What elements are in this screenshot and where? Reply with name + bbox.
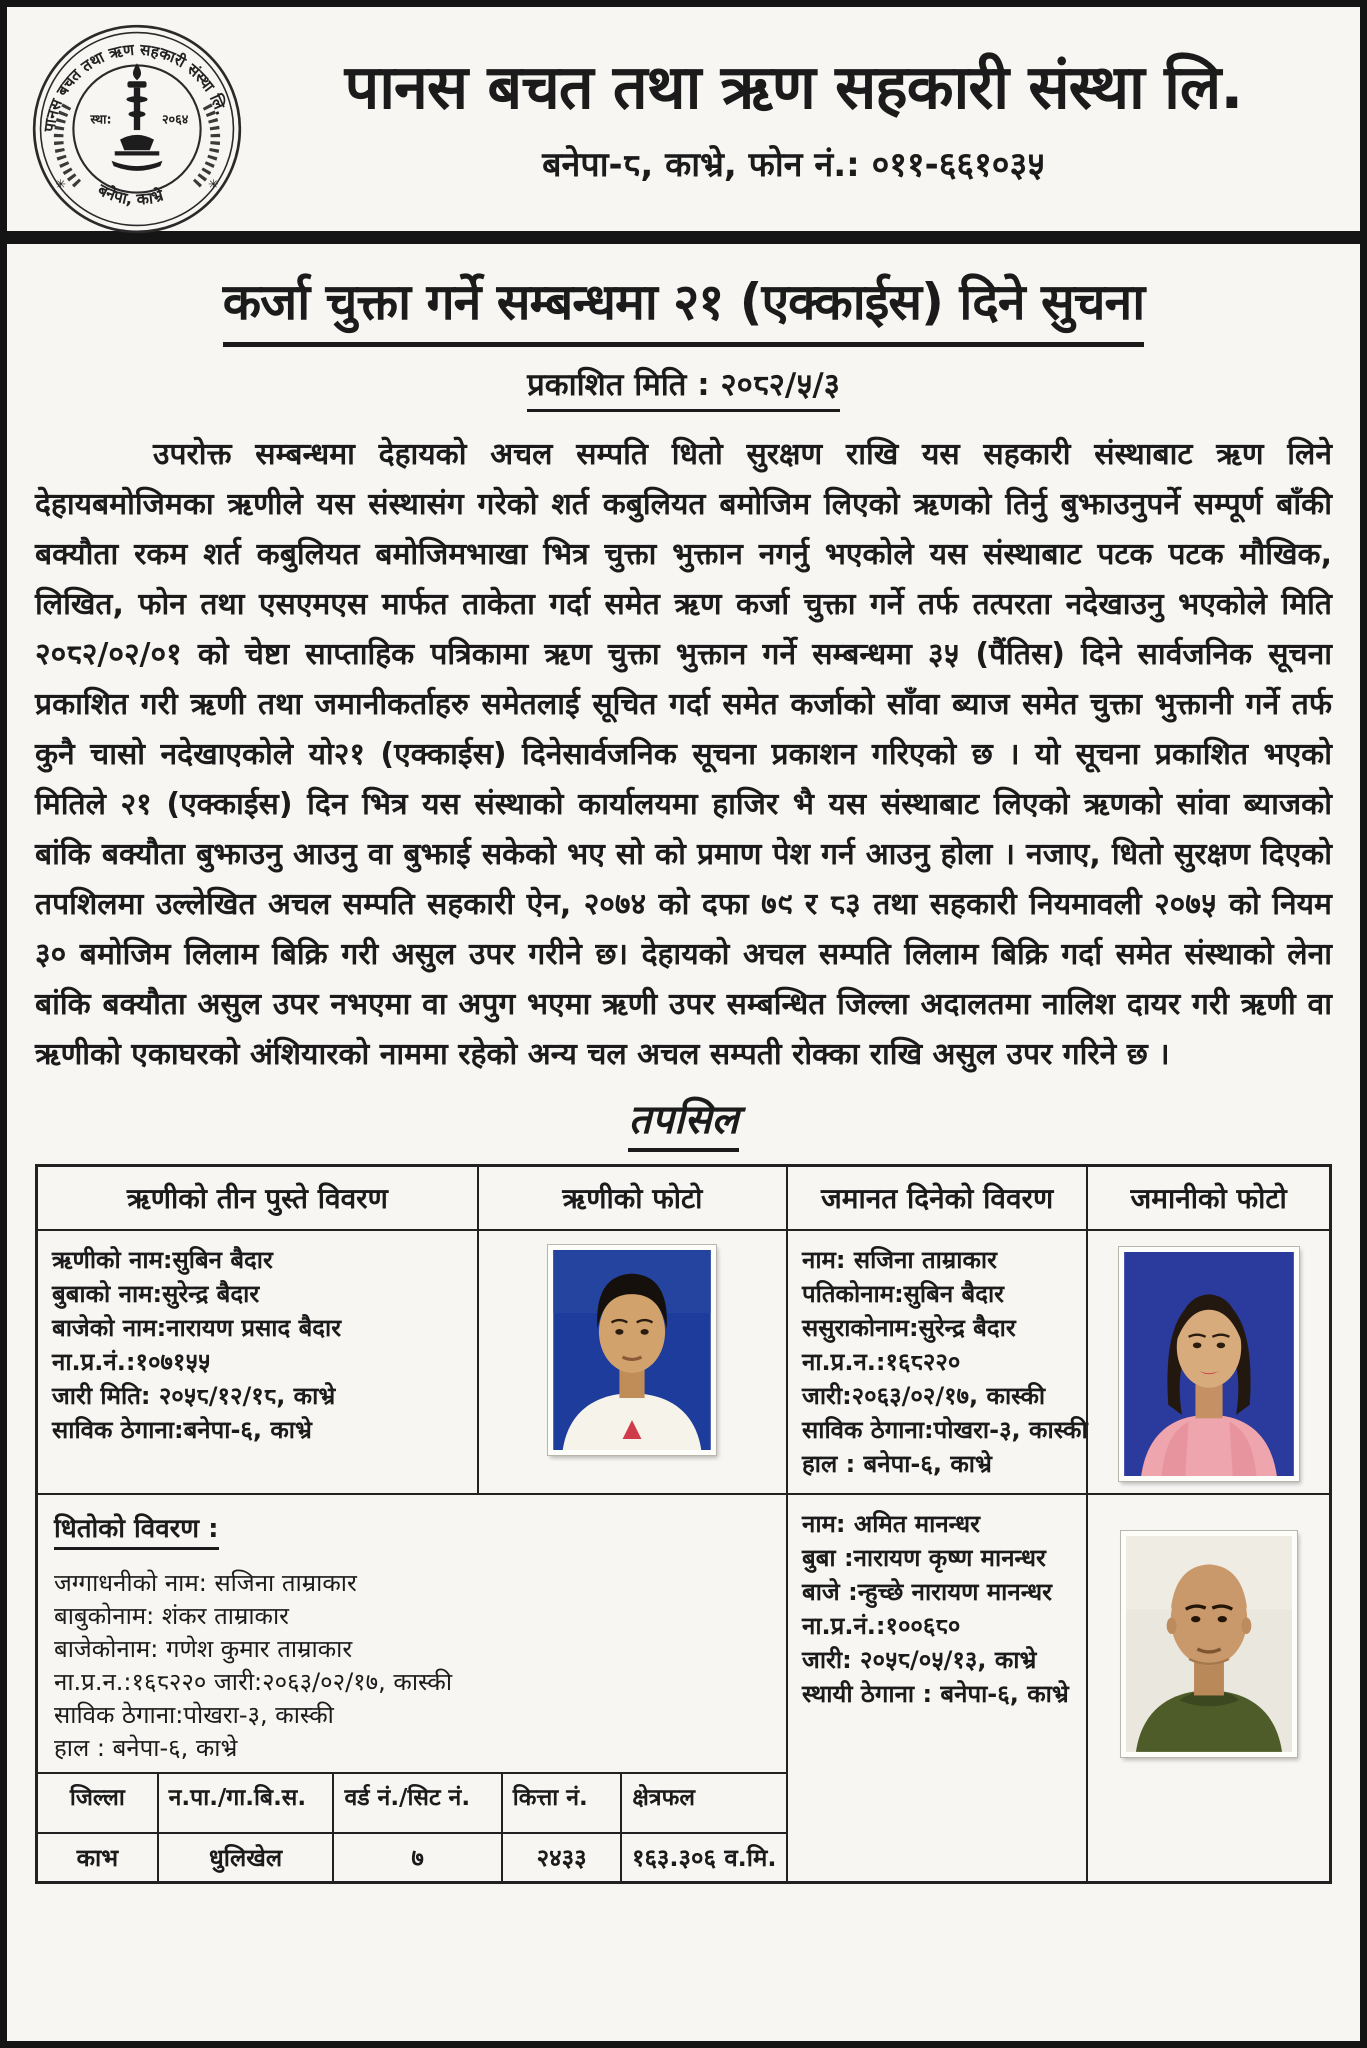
table-row [37, 1494, 1331, 1883]
guarantor2-grandfather-name: बाजे :न्हुच्छे नारायण मानन्धर [802, 1578, 1052, 1606]
borrower-father-name: बुबाको नाम:सुरेन्द्र बैदार [52, 1280, 260, 1308]
borrower-issue-date: जारी मिति: २०५८/१२/१८, काभ्रे [52, 1382, 336, 1410]
table-header-row [37, 1166, 1331, 1231]
landowner-former-address: साविक ठेगाना:पोखरा-३, कास्की [54, 1701, 334, 1729]
guarantor2-name: नाम: अमित मानन्धर [802, 1510, 980, 1538]
notice-body-section [7, 244, 1360, 1884]
mortgage-details-cell [37, 1494, 788, 1883]
tapasil-heading: तपसिल [628, 1090, 738, 1152]
landowner-father-name: बाबुकोनाम: शंकर ताम्राकार [54, 1602, 289, 1630]
guarantor2-photo [1121, 1531, 1297, 1757]
guarantor1-husband-name: पतिकोनाम:सुबिन बैदार [802, 1280, 1004, 1308]
guarantor2-issue-date: जारी: २०५८/०५/१३, काभ्रे [802, 1646, 1037, 1674]
borrower-citizenship-no: ना.प्र.नं.:१०७१५५ [52, 1348, 211, 1376]
guarantor1-former-address: साविक ठेगाना:पोखरा-३, कास्की [802, 1416, 1088, 1444]
guarantor2-permanent-address: स्थायी ठेगाना : बनेपा-६, काभ्रे [802, 1680, 1069, 1708]
details-table [35, 1164, 1332, 1884]
land-table-data-row [38, 1833, 786, 1881]
borrower-address: साविक ठेगाना:बनेपा-६, काभ्रे [52, 1416, 312, 1444]
guarantor2-father-name: बुबा :नारायण कृष्ण मानन्धर [802, 1544, 1046, 1572]
organization-address: बनेपा-८, काभ्रे, फोन नं.: ०११-६६१०३५ [542, 145, 1045, 185]
seal-bottom-text: बनेपा, काभ्रे [94, 179, 166, 209]
notice-paragraph: उपरोक्त सम्बन्धमा देहायको अचल सम्पति धितो सुरक्षण राखि यस सहकारी संस्थाबाट ऋण लिने देहायबमोजिमका ऋणीले यस संस्थासंग गरेको शर्त कबुलियत बमोजिम लिएको ऋणको तिर्नु बुझाउनुपर्ने सम्पूर्ण बाँकी बक्यौता रकम शर्त कबुलियत बमोजिमभाखा भित्र चुक्ता भुक्तान नगर्नु भएकोले यस संस्थाबाट पटक पटक मौखिक, लिखित, फोन तथा एसएमएस मार्फत ताकेता गर्दा समेत ऋण कर्जा चुक्ता गर्ने तर्फ तत्परता नदेखाउनु भएकोले मिति २०८२/०२/०१ को चेष्टा साप्ताहिक पत्रिकामा ऋण चुक्ता भुक्तान गर्ने सम्बन्धमा ३५ (पैंतिस) दिने सार्वजनिक सूचना प्रकाशित गरी ऋणी तथा जमानीकर्ताहरु समेतलाई सूचित गर्दा समेत कर्जाको साँवा ब्याज समेत चुक्ता भुक्तानी गर्ने तर्फ कुनै चासो नदेखाएकोले यो२१ (एक्काईस) दिनेसार्वजनिक सूचना प्रकाशन गरिएको छ । यो सूचना प्रकाशित भएको मितिले २१ (एक्काईस) दिन भित्र यस संस्थाको कार्यालयमा हाजिर भै यस संस्थाबाट लिएको ऋणको सांवा ब्याजको बांकि बक्यौता बुझाउनु आउनु वा बुझाई सकेको भए सो को प्रमाण पेश गर्न आउनु होला । नजाए, धितो सुरक्षण दिएको तपशिलमा उल्लेखित अचल सम्पति सहकारी ऐन, २०७४ को दफा ७९ र ८३ तथा सहकारी नियमावली २०७५ को नियम ३० बमोजिम लिलाम बिक्रि गरी असुल उपर गरीने छ। देहायको अचल सम्पति लिलाम बिक्रि गर्दा समेत संस्थाको लेना बांकि बक्यौता असुल उपर नभएमा वा अपुग भएमा ऋणी उपर सम्बन्धित जिल्ला अदालतमा नालिश दायर गरी ऋणी वा ऋणीको एकाघरको अंशियारको नाममा रहेको अन्य चल अचल सम्पती रोक्का राखि असुल उपर गरिने छ । [35, 437, 1332, 1072]
header-guarantor-details: जमानत दिनेको विवरण [787, 1166, 1087, 1231]
seal-ring-text: पानस बचत तथा ऋण सहकारी संस्था लि. [40, 40, 231, 133]
seal-established-year: २०६४ [161, 111, 189, 127]
guarantor1-current-address: हाल : बनेपा-६, काभ्रे [802, 1450, 992, 1478]
landowner-name: जग्गाधनीको नाम: सजिना ताम्राकार [54, 1569, 357, 1597]
borrower-details-cell [37, 1230, 478, 1494]
table-row [37, 1230, 1331, 1494]
masthead [7, 7, 1360, 225]
oil-lamp-icon [112, 63, 163, 171]
guarantor2-details-cell [787, 1494, 1087, 1883]
published-date: प्रकाशित मिति : २०८२/५/३ [527, 363, 840, 412]
guarantor1-photo-cell [1087, 1230, 1330, 1494]
land-municipality: धुलिखेल [158, 1833, 334, 1881]
borrower-name: ऋणीको नाम:सुबिन बैदार [52, 1246, 273, 1274]
guarantor1-fatherinlaw-name: ससुराकोनाम:सुरेन्द्र बैदार [802, 1314, 1016, 1342]
borrower-photo-cell [478, 1230, 787, 1494]
land-table-header-row [38, 1773, 786, 1833]
cooperative-seal-logo [31, 23, 243, 235]
land-parcel-table [38, 1772, 786, 1881]
guarantor1-citizenship-no: ना.प्र.न.:१६८२२० [802, 1348, 961, 1376]
guarantor2-citizenship-no: ना.प्र.नं.:१००६८० [802, 1612, 961, 1640]
guarantor1-photo [1119, 1247, 1299, 1481]
land-header-municipality: न.पा./गा.बि.स. [158, 1773, 334, 1833]
guarantor2-photo-cell [1087, 1494, 1330, 1883]
seal-mark-right: ✳ [207, 176, 219, 192]
seal-mark-left: ✳ [55, 176, 67, 192]
land-header-ward: वर्ड नं./सिट नं. [333, 1773, 501, 1833]
notice-title: कर्जा चुक्ता गर्ने सम्बन्धमा २१ (एक्काईस) दिने सुचना [223, 266, 1145, 347]
header-borrower-details: ऋणीको तीन पुस्ते विवरण [37, 1166, 478, 1231]
guarantor1-name: नाम: सजिना ताम्राकार [802, 1246, 997, 1274]
borrower-photo [548, 1245, 716, 1455]
organization-name: पानस बचत तथा ऋण सहकारी संस्था लि. [344, 52, 1243, 123]
seal-established-label: स्था: [90, 111, 112, 127]
mortgage-heading: धितोको विवरण : [54, 1509, 219, 1550]
landowner-grandfather-name: बाजेकोनाम: गणेश कुमार ताम्राकार [54, 1635, 353, 1663]
landowner-citizenship: ना.प्र.न.:१६८२२० जारी:२०६३/०२/१७, कास्की [54, 1668, 453, 1696]
land-area: १६३.३०६ व.मि. [621, 1833, 786, 1881]
land-header-plot-no: कित्ता नं. [502, 1773, 622, 1833]
guarantor1-issue-date: जारी:२०६३/०२/१७, कास्की [802, 1382, 1046, 1410]
borrower-grandfather-name: बाजेको नाम:नारायण प्रसाद बैदार [52, 1314, 342, 1342]
land-header-area: क्षेत्रफल [621, 1773, 786, 1833]
guarantor1-details-cell [787, 1230, 1087, 1494]
land-plot-no: २४३३ [502, 1833, 622, 1881]
header-borrower-photo: ऋणीको फोटो [478, 1166, 787, 1231]
landowner-current-address: हाल : बनेपा-६, काभ्रे [54, 1734, 238, 1762]
land-ward: ७ [333, 1833, 501, 1881]
header-guarantor-photo: जमानीको फोटो [1087, 1166, 1330, 1231]
land-header-district: जिल्ला [38, 1773, 158, 1833]
land-district: काभ [38, 1833, 158, 1881]
